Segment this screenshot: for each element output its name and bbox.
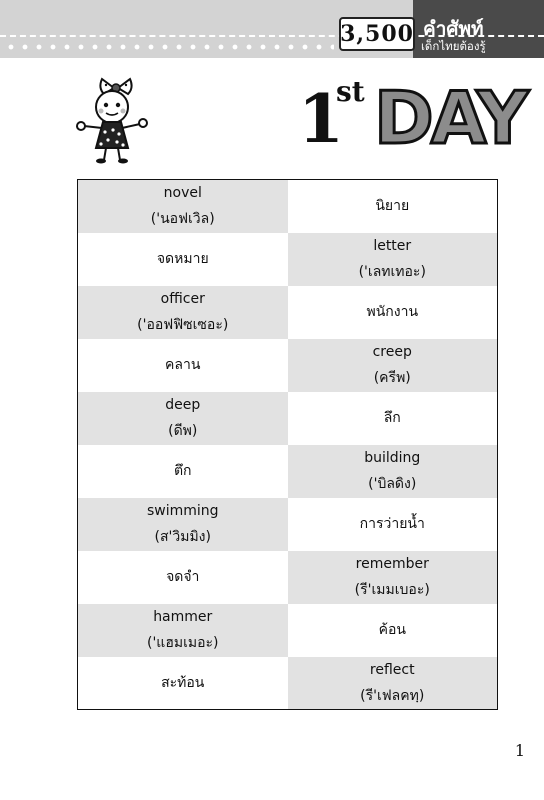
vocab-cell-left [78, 392, 288, 445]
vocab-cell-right [288, 551, 498, 604]
table-row [78, 551, 498, 604]
day-ordinal-suffix: st [336, 75, 365, 108]
vocabulary-table [77, 179, 498, 710]
vocab-cell-left [78, 604, 288, 657]
vocab-word: hammer [153, 609, 213, 625]
table-row [78, 498, 498, 551]
book-title: คำศัพท์ [423, 18, 484, 40]
vocab-pronunciation: (ครีพ) [373, 370, 411, 386]
vocab-cell-right [288, 180, 498, 233]
vocab-word: swimming [146, 503, 219, 519]
vocab-cell-right [288, 286, 498, 339]
table-row [78, 657, 498, 710]
vocab-word: reflect [369, 661, 415, 678]
vocabulary-table-body [78, 180, 498, 710]
vocab-word: ตึก [173, 463, 192, 479]
vocab-pronunciation: (ส'วิมมิง) [154, 529, 211, 545]
vocab-word: พนักงาน [366, 304, 419, 320]
vocab-cell-left [78, 445, 288, 498]
vocab-word: deep [165, 397, 201, 413]
vocab-pronunciation: ('เลทเทอะ) [358, 264, 426, 280]
vocab-cell-left [78, 551, 288, 604]
vocab-cell-right [288, 392, 498, 445]
table-row [78, 180, 498, 233]
table-row [78, 604, 498, 657]
vocab-word: นิยาย [375, 198, 410, 215]
vocab-word: คลาน [165, 357, 201, 373]
table-row [78, 233, 498, 286]
day-number: 1 [298, 80, 344, 158]
girl-cartoon-icon [72, 74, 156, 166]
vocab-word: officer [160, 291, 205, 307]
vocab-word: building [364, 450, 421, 466]
vocab-word: สะท้อน [161, 674, 205, 691]
vocab-cell-right [288, 233, 498, 286]
table-row [78, 286, 498, 339]
vocab-word: ลึก [383, 410, 401, 426]
vocab-word: ค้อน [378, 622, 406, 638]
vocab-word: จดหมาย [156, 251, 209, 267]
vocab-pronunciation: (รี'เมมเบอะ) [354, 582, 430, 598]
vocab-cell-left [78, 657, 288, 710]
vocab-cell-left [78, 233, 288, 286]
day-word: DAY [374, 76, 526, 160]
page-number: 1 [514, 741, 525, 760]
table-row [78, 445, 498, 498]
table-row [78, 392, 498, 445]
day-heading [296, 74, 526, 164]
vocab-cell-right [288, 445, 498, 498]
vocab-cell-right [288, 498, 498, 551]
vocab-cell-left [78, 498, 288, 551]
vocab-cell-right [288, 339, 498, 392]
vocab-pronunciation: ('บิลดิง) [368, 476, 417, 492]
vocab-cell-right [288, 604, 498, 657]
table-row [78, 339, 498, 392]
vocab-pronunciation: ('นอฟเวิล) [150, 211, 215, 228]
book-number-badge [339, 17, 415, 51]
vocab-cell-left [78, 180, 288, 233]
vocab-cell-right [288, 657, 498, 710]
vocab-pronunciation: ('แฮมเมอะ) [146, 635, 219, 651]
header-dot-row [4, 43, 334, 51]
vocab-word: creep [372, 344, 412, 360]
vocab-pronunciation: ('ออฟฟิซเซอะ) [137, 317, 229, 333]
vocab-word: novel [163, 185, 202, 202]
badge-number: 3,500 [340, 21, 414, 47]
vocab-word: remember [355, 556, 429, 572]
vocab-pronunciation: (ดีพ) [168, 423, 198, 439]
vocab-cell-left [78, 286, 288, 339]
vocab-word: จดจำ [166, 569, 200, 585]
vocab-pronunciation: (รี'เฟลคทฺ) [360, 687, 425, 704]
book-subtitle: เด็กไทยต้องรู้ [421, 39, 486, 53]
vocab-cell-left [78, 339, 288, 392]
vocab-word: letter [373, 238, 412, 254]
vocab-word: การว่ายน้ำ [359, 516, 425, 532]
